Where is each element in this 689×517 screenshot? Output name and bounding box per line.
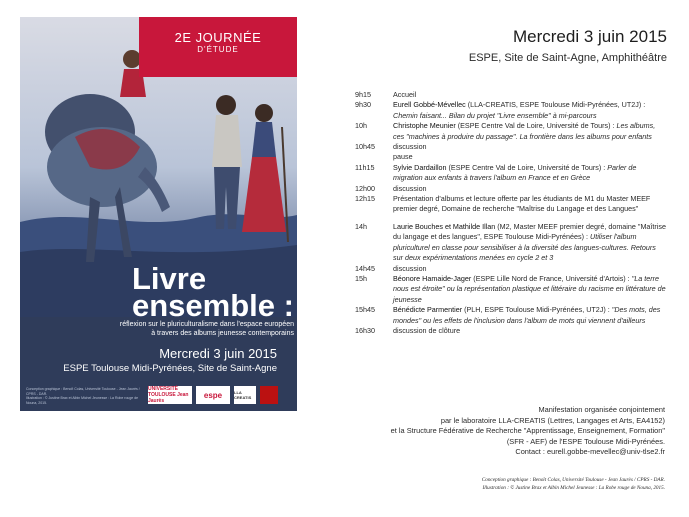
program-text: (ESPE Lille Nord de France, Université d'Artois) : — [471, 273, 632, 283]
program-description — [393, 152, 667, 162]
program-text: (PLH, ESPE Toulouse Midi-Pyrénées, UT2J) : — [462, 305, 612, 315]
organisation-line: par le laboratoire LLA-CREATIS (Lettres, Langages et Arts, EA4152) — [440, 415, 665, 425]
program-text: discussion — [393, 183, 427, 193]
design-credit: Conception graphique : Benoît Colas, Université Toulouse - Jean Jaurès / CPRS - DAR. — [481, 477, 665, 483]
program-row — [355, 222, 667, 264]
university-logo: UNIVERSITÉ TOULOUSE Jean Jaurès — [148, 386, 192, 404]
program-description — [393, 326, 667, 336]
program-row — [355, 90, 667, 100]
program-text: pause — [393, 152, 413, 162]
program-row — [355, 184, 667, 194]
program-text: Présentation d'albums et lecture offerte par les étudiants de M1 du Master MEEF premier degré, Domaine de recherche "Maîtrise du Langage et des Langues" — [393, 194, 651, 214]
program-description — [393, 121, 667, 142]
program-talk-title: Les albums, ces "machines à produire du passage". La frontière dans les albums pour enfants — [393, 121, 656, 141]
program-time: 14h45 — [355, 263, 375, 273]
program-description — [393, 142, 667, 152]
program-text: (ESPE Centre Val de Loire, Université de Tours) : — [455, 121, 617, 131]
poster-title-line2: ensemble : — [132, 288, 294, 323]
program-time: 15h — [355, 273, 367, 283]
program-speaker: Christophe Meunier — [393, 121, 456, 131]
program-talk-title: Parler de migration aux enfants à travers l'album en France et en Grèce — [393, 162, 637, 183]
poster-credit-line: Illustration : © Justine Brax et Albin Michel Jeunesse : La Robe rouge de Nouna, 2015. — [26, 396, 139, 405]
program-talk-title: "La terre nous est étroite" ou la représentation plastique et littéraire du racisme en littérature de jeunesse — [393, 273, 666, 304]
program-time: 12h00 — [355, 183, 375, 193]
program-row — [355, 305, 667, 326]
lla-creatis-logo: LLA CREATIS — [234, 386, 256, 404]
poster-date: Mercredi 3 juin 2015 — [159, 346, 277, 361]
credits-footer — [345, 476, 665, 492]
program-row — [355, 152, 667, 162]
poster-credits — [26, 387, 146, 405]
organisation-line: (SFR - AEF) de l'ESPE Toulouse Midi-Pyrénées. — [506, 436, 665, 446]
program-description — [393, 163, 667, 184]
program-speaker: Béonore Hamaide-Jager — [393, 273, 472, 283]
event-venue: ESPE, Site de Saint-Agne, Amphithéâtre — [468, 52, 667, 64]
program-talk-title: Utiliser l'album pluriculturel en classe pour sensibiliser à la diversité des langues-cultures. Retours sur deux expérimentations menées en cycle 2 et 3 — [393, 232, 656, 263]
program-row — [355, 100, 667, 121]
study-day-banner — [139, 17, 297, 77]
program-text: (LLA-CREATIS, ESPE Toulouse Midi-Pyrénées, UT2J) : — [465, 100, 646, 110]
program-text: discussion — [393, 263, 427, 273]
program-row — [355, 264, 667, 274]
program-speaker: Sylvie Dardaillon — [393, 162, 447, 172]
program-time: 10h45 — [355, 142, 375, 152]
program-row — [355, 142, 667, 152]
program-text: (ESPE Centre Val de Loire, Université de Tours) : — [446, 162, 608, 172]
espe-logo: espe — [196, 386, 230, 404]
program-schedule — [355, 90, 667, 336]
event-poster — [20, 17, 297, 411]
program-time: 16h30 — [355, 325, 375, 335]
program-description — [393, 194, 667, 215]
program-time: 9h15 — [355, 90, 371, 99]
poster-place: ESPE Toulouse Midi-Pyrénées, Site de Saint-Agne — [63, 363, 277, 374]
program-time: 12h15 — [355, 194, 375, 204]
program-speaker: Laurie Bouches et Mathilde Illan — [393, 221, 496, 231]
program-description — [393, 100, 667, 121]
organisation-line: et la Structure Fédérative de Recherche "Apprentissage, Enseignement, Formation" — [390, 426, 665, 436]
poster-subtitle-line2: à travers des albums jeunesse contemporains — [151, 330, 294, 337]
program-text: Accueil — [393, 90, 417, 99]
program-time: 14h — [355, 221, 367, 231]
partner-logos — [148, 385, 288, 405]
program-row — [355, 194, 667, 215]
poster-title-line1: Livre — [132, 261, 207, 296]
red-square-logo — [260, 386, 278, 404]
program-description — [393, 274, 667, 305]
illustration-credit: Illustration : © Justine Brax et Albin Michel Jeunesse : La Robe rouge de Nouna, 2015. — [482, 485, 665, 491]
poster-subtitle — [58, 320, 294, 338]
poster-subtitle-line1: réflexion sur le pluriculturalisme dans l'espace européen — [119, 321, 294, 328]
program-row — [355, 326, 667, 336]
contact-email[interactable]: Contact : eurell.gobbe-mevellec@univ-tlse2.fr — [515, 447, 665, 457]
program-text: (M2, Master MEEF premier degré, domaine "Maîtrise du langage et des langues", ESPE Toulouse Midi-Pyrénées) : — [393, 221, 667, 242]
poster-title — [132, 261, 294, 323]
program-description — [393, 264, 667, 274]
event-date: Mercredi 3 juin 2015 — [512, 27, 667, 46]
poster-credit-line: Conception graphique : Benoît Colas, Université Toulouse - Jean Jaurès / CPRS - DAR. — [26, 387, 140, 396]
organisation-line: Manifestation organisée conjointement — [538, 405, 665, 414]
program-speaker: Bénédicte Parmentier — [393, 305, 463, 315]
program-description — [393, 222, 667, 264]
program-row — [355, 163, 667, 184]
program-description — [393, 305, 667, 326]
program-time: 10h — [355, 121, 367, 131]
program-time: 9h30 — [355, 100, 371, 110]
program-row — [355, 121, 667, 142]
program-speaker: Eurell Gobbé-Mévellec — [393, 100, 466, 110]
program-time: 15h45 — [355, 305, 375, 315]
program-description — [393, 90, 667, 100]
program-talk-title: "Des mots, des mondes" ou les effets de l'inclusion dans l'album de mots qui viennent d'ailleurs — [393, 305, 661, 325]
program-row — [355, 274, 667, 305]
banner-title: 2E JOURNÉE — [174, 30, 262, 45]
program-text: discussion de clôture — [393, 325, 461, 335]
program-description — [393, 184, 667, 194]
banner-subtitle: D'ÉTUDE — [197, 45, 239, 54]
organisation-note — [345, 405, 665, 458]
program-time: 11h15 — [355, 162, 375, 172]
program-time — [355, 152, 393, 162]
program-talk-title: Chemin faisant... Bilan du projet "Livre ensemble" à mi-parcours — [393, 110, 597, 120]
program-text: discussion — [393, 142, 427, 152]
